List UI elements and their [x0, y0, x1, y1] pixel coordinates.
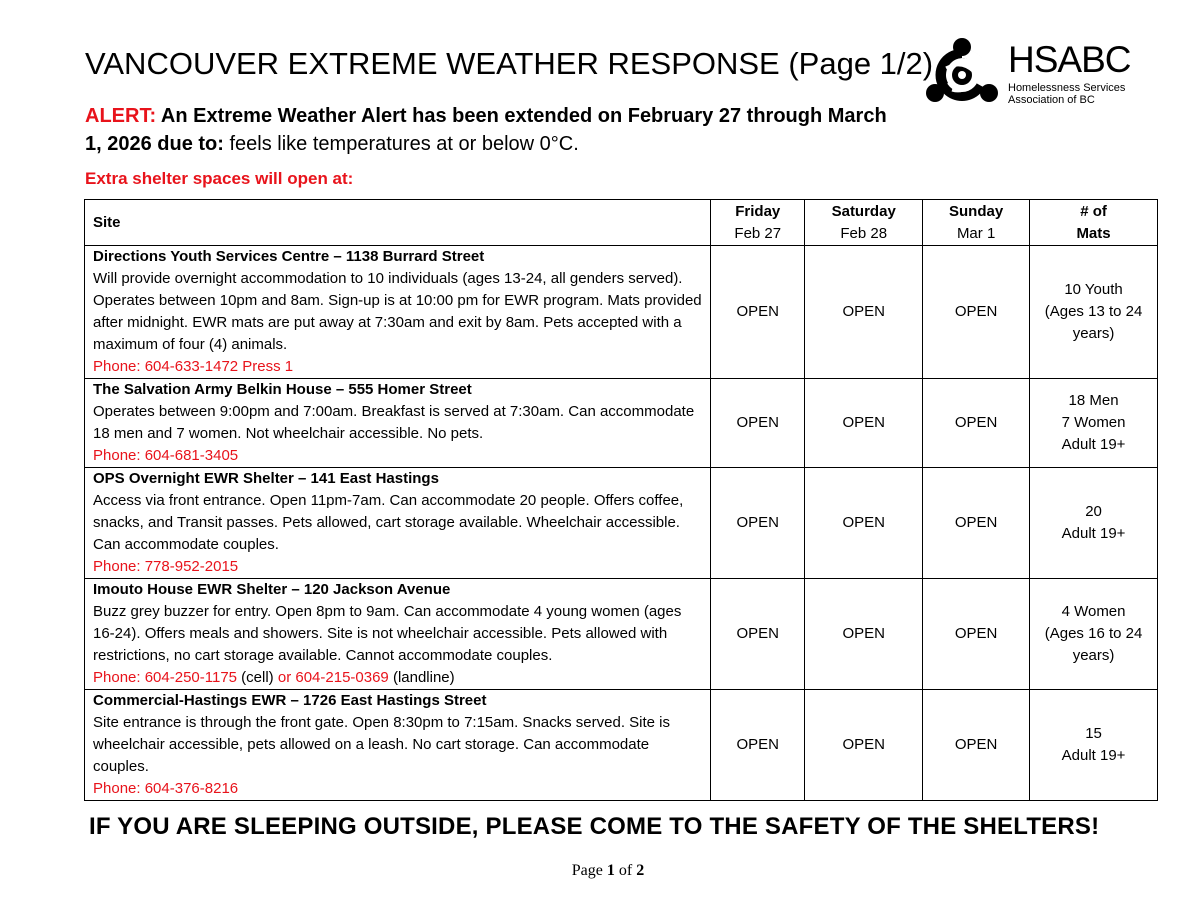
sunday-status: OPEN — [923, 379, 1030, 468]
header-mats: # of Mats — [1030, 200, 1158, 246]
table-row — [85, 690, 1158, 801]
table-row — [85, 246, 1158, 379]
table-row — [85, 468, 1158, 579]
header-saturday: Saturday Feb 28 — [805, 200, 923, 246]
logo-wordmark: HSABC — [1008, 39, 1131, 80]
sunday-status: OPEN — [923, 246, 1030, 379]
hsabc-logo-icon — [922, 38, 1002, 110]
site-cell — [85, 468, 711, 579]
saturday-status: OPEN — [805, 379, 923, 468]
site-name: The Salvation Army Belkin House – 555 Homer Street — [93, 381, 472, 398]
page-number: Page 1 of 2 — [571, 862, 645, 879]
alert-message — [85, 102, 905, 158]
site-description: Access via front entrance. Open 11pm-7am. Can accommodate 20 people. Offers coffee, snacks, and Transit passes. Pets allowed, cart storage available. Wheelchair accessible. Can accommodate couples. — [93, 492, 684, 553]
friday-status: OPEN — [711, 579, 805, 690]
site-name: Directions Youth Services Centre – 1138 Burrard Street — [93, 248, 485, 265]
site-phone: Phone: 604-376-8216 — [93, 780, 239, 797]
friday-status: OPEN — [711, 468, 805, 579]
logo-subtitle: Homelessness Services Association of BC — [1008, 82, 1126, 106]
header-sunday: Sunday Mar 1 — [923, 200, 1030, 246]
safety-banner: IF YOU ARE SLEEPING OUTSIDE, PLEASE COME TO THE SAFETY OF THE SHELTERS! — [89, 813, 1100, 840]
sunday-status: OPEN — [923, 468, 1030, 579]
site-name: OPS Overnight EWR Shelter – 141 East Hastings — [93, 470, 439, 487]
site-description: Operates between 9:00pm and 7:00am. Breakfast is served at 7:30am. Can accommodate 18 men and 7 women. Not wheelchair accessible. No pets. — [93, 403, 695, 442]
header-site: Site — [85, 200, 711, 246]
mats-count: 18 Men 7 Women Adult 19+ — [1030, 379, 1158, 468]
sunday-status: OPEN — [923, 690, 1030, 801]
saturday-status: OPEN — [805, 690, 923, 801]
alert-text: feels like temperatures at or below 0°C. — [223, 133, 579, 155]
site-phone: Phone: 778-952-2015 — [93, 558, 239, 575]
hsabc-logo — [922, 38, 1137, 110]
table-row — [85, 379, 1158, 468]
mats-count: 10 Youth (Ages 13 to 24 years) — [1030, 246, 1158, 379]
site-name: Commercial-Hastings EWR – 1726 East Hastings Street — [93, 692, 487, 709]
header-friday: Friday Feb 27 — [711, 200, 805, 246]
site-cell — [85, 379, 711, 468]
page-title: VANCOUVER EXTREME WEATHER RESPONSE (Page 1/2) — [85, 46, 934, 81]
site-description: Will provide overnight accommodation to 10 individuals (ages 13-24, all genders served). Operates between 10pm and 8am. Sign-up is at 10:00 pm for EWR program. Mats provided after midnight. EWR mats are put away at 7:30am and exit by 8am. Pets accepted with a maximum of four (4) animals. — [93, 270, 702, 353]
site-phone: Phone: 604-250-1175 (cell) or 604-215-0369 (landline) — [93, 669, 455, 686]
saturday-status: OPEN — [805, 579, 923, 690]
alert-label: ALERT: — [85, 105, 157, 127]
extra-spaces-heading: Extra shelter spaces will open at: — [85, 169, 354, 188]
alert-text-bold: An Extreme Weather Alert has been extended on February 27 through March 1, 2026 due to: — [85, 105, 887, 155]
site-description: Site entrance is through the front gate. Open 8:30pm to 7:15am. Snacks served. Site is wheelchair accessible, pets allowed on a leash. No cart storage. Can accommodate couples. — [93, 714, 670, 775]
table-header-row — [85, 200, 1158, 246]
site-description: Buzz grey buzzer for entry. Open 8pm to 9am. Can accommodate 4 young women (ages 16-24). Offers meals and showers. Site is not wheelchair accessible. Pets allowed with restrictions, no cart storage available. Cannot accommodate couples. — [93, 603, 682, 664]
mats-count: 15 Adult 19+ — [1030, 690, 1158, 801]
friday-status: OPEN — [711, 379, 805, 468]
mats-count: 20 Adult 19+ — [1030, 468, 1158, 579]
sunday-status: OPEN — [923, 579, 1030, 690]
site-phone: Phone: 604-681-3405 — [93, 447, 239, 464]
saturday-status: OPEN — [805, 468, 923, 579]
site-cell — [85, 579, 711, 690]
friday-status: OPEN — [711, 690, 805, 801]
site-name: Imouto House EWR Shelter – 120 Jackson Avenue — [93, 581, 451, 598]
shelter-table — [84, 199, 1158, 801]
site-cell — [85, 690, 711, 801]
friday-status: OPEN — [711, 246, 805, 379]
mats-count: 4 Women (Ages 16 to 24 years) — [1030, 579, 1158, 690]
site-cell — [85, 246, 711, 379]
site-phone: Phone: 604-633-1472 Press 1 — [93, 358, 294, 375]
table-row — [85, 579, 1158, 690]
saturday-status: OPEN — [805, 246, 923, 379]
